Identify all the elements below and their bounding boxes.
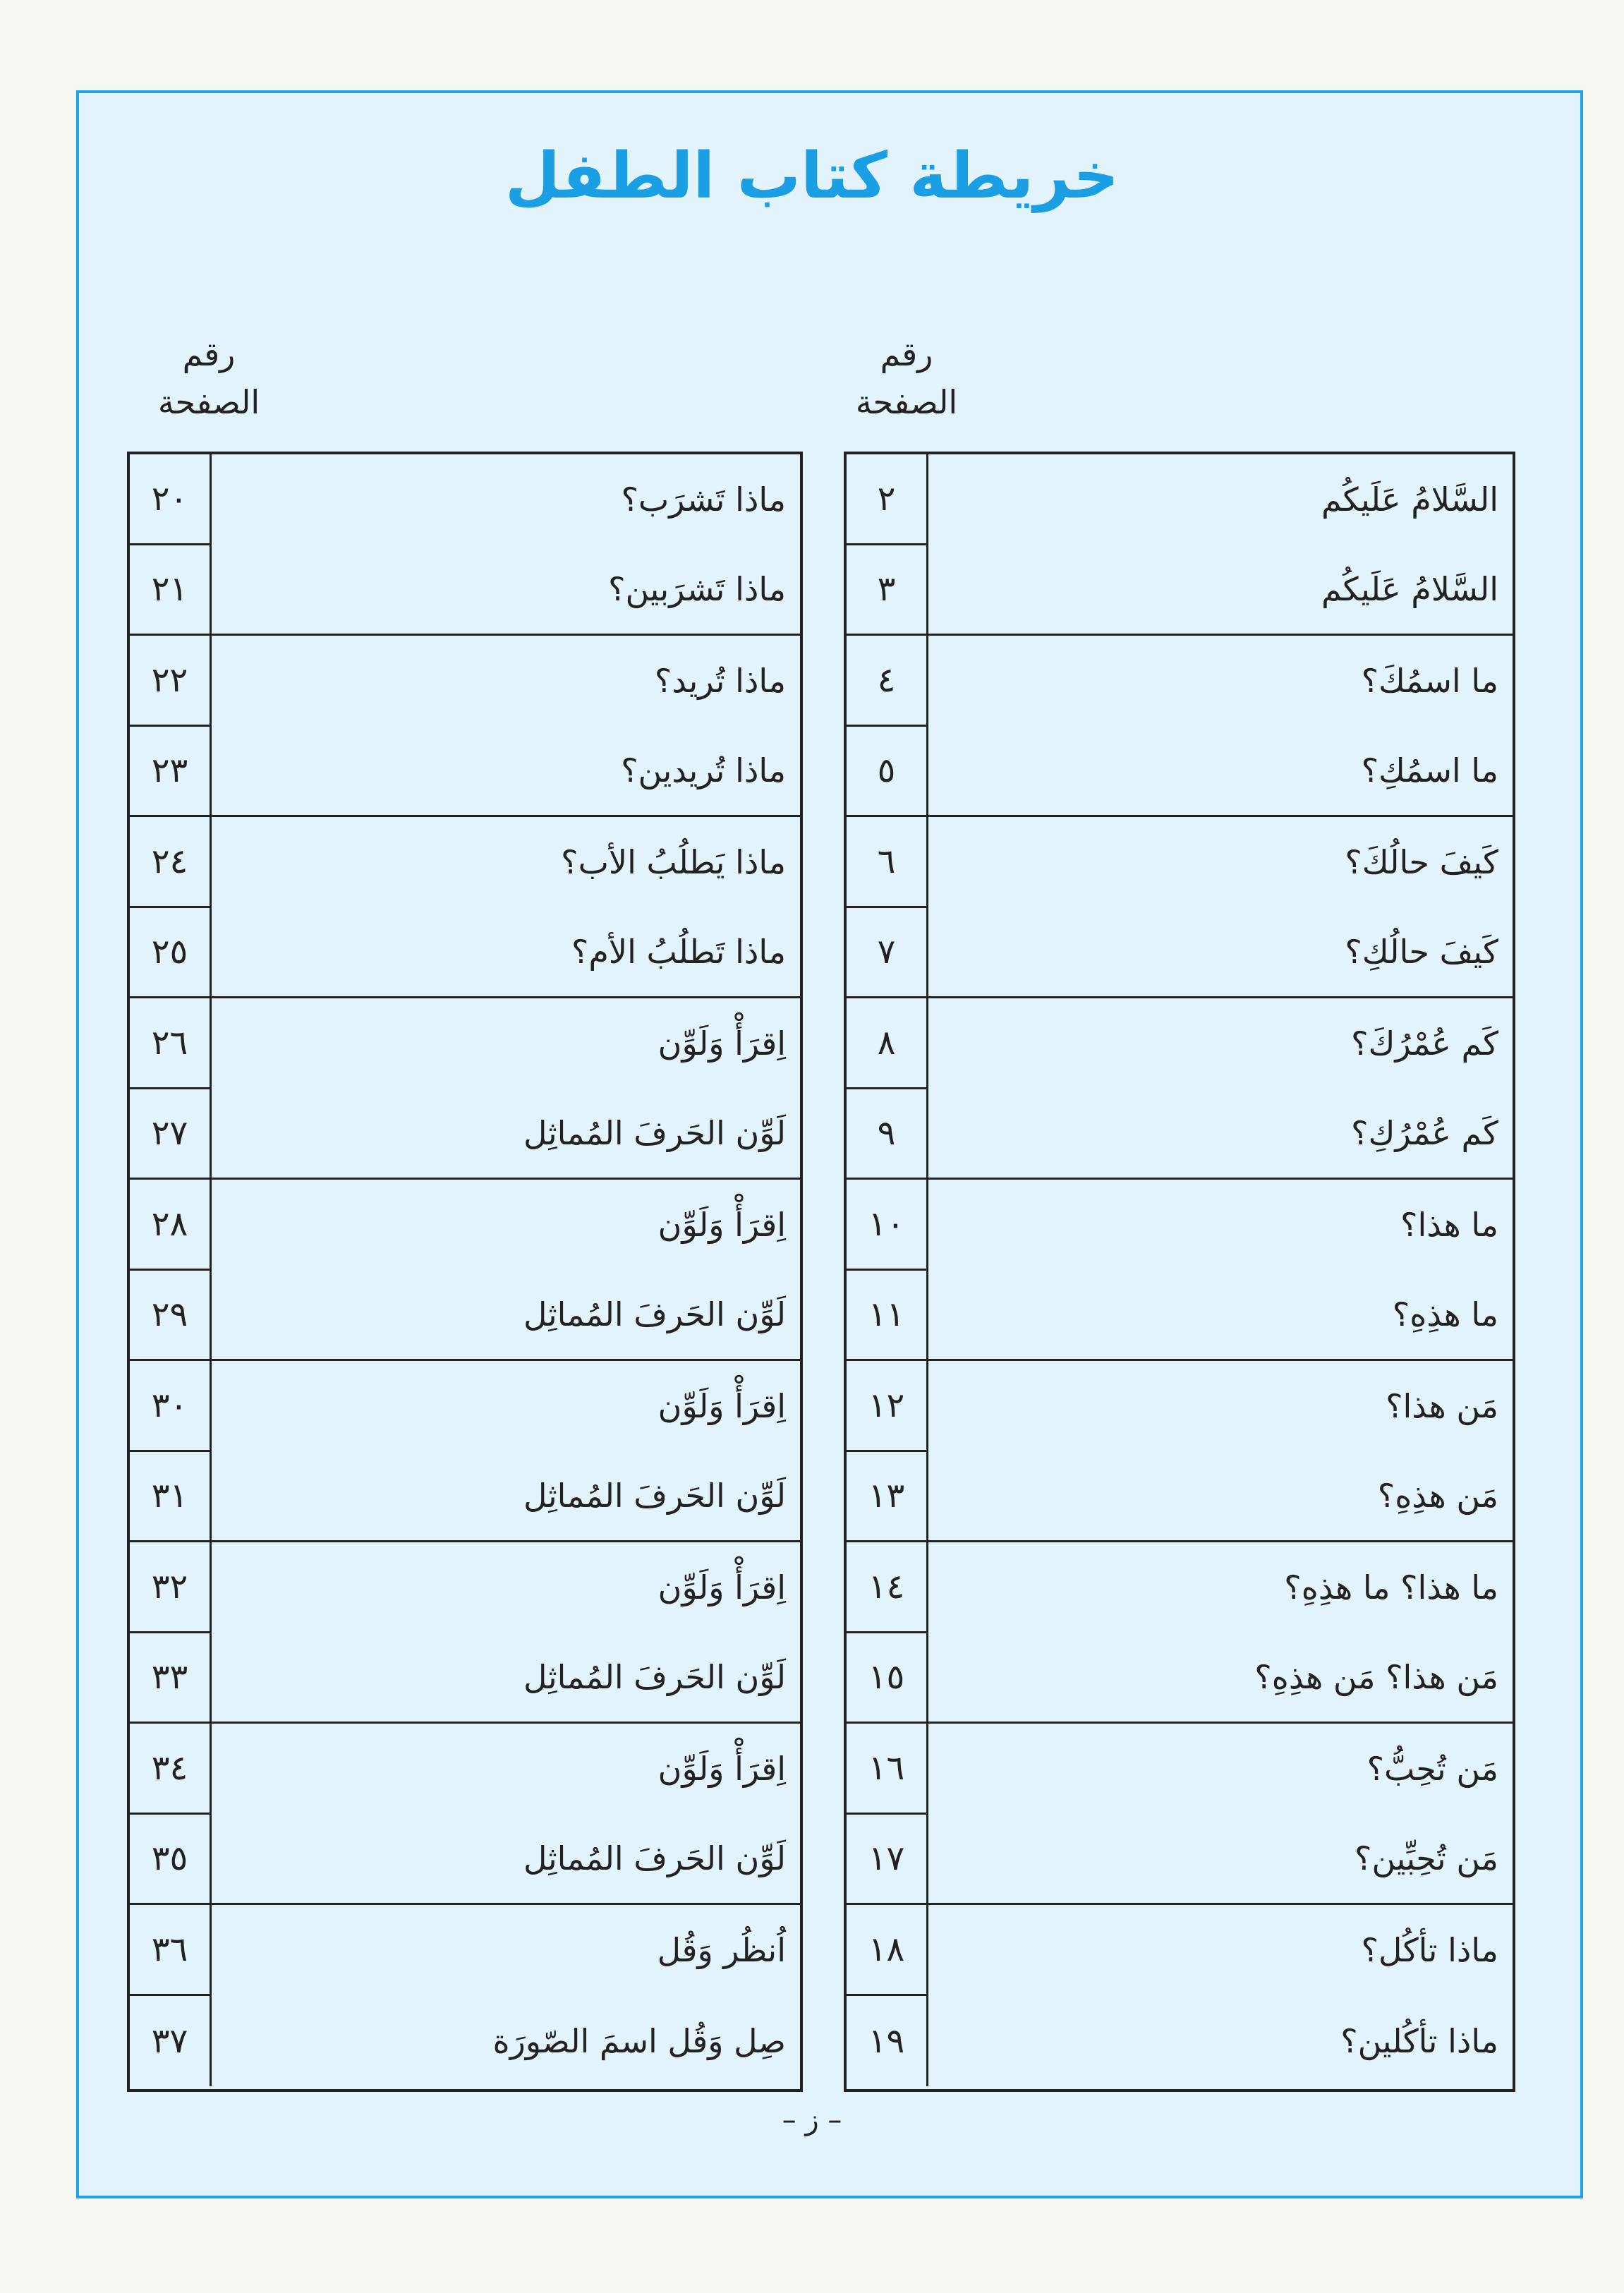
- table-row: [847, 1271, 1513, 1362]
- right-contents-table: [844, 452, 1515, 2092]
- lesson-title-cell: ماذا تأكُلين؟: [1340, 2021, 1498, 2060]
- table-row: [130, 998, 800, 1089]
- table-row: [847, 454, 1513, 545]
- page-number-cell: ٦: [847, 817, 928, 908]
- right-column-header: [836, 330, 977, 426]
- page-number-cell: ١٢: [847, 1361, 928, 1452]
- table-row: [847, 817, 1513, 908]
- table-row: [130, 1180, 800, 1271]
- lesson-title-cell: ما هذِهِ؟: [928, 1271, 1513, 1362]
- table-row: [130, 1361, 800, 1452]
- lesson-title-cell: كَيفَ حالُكِ؟: [928, 908, 1513, 999]
- table-row: [847, 1089, 1513, 1180]
- header-line-1: رقم: [182, 335, 236, 373]
- page-number-cell: ٤: [847, 636, 928, 727]
- table-row: [130, 454, 800, 545]
- table-row: [847, 1815, 1513, 1906]
- page-number-cell: ٣٦: [130, 1905, 212, 1996]
- lesson-title-cell: اِقرَأْ وَلَوِّن: [658, 1387, 786, 1426]
- page-number-cell: ١٩: [847, 1996, 928, 2087]
- table-row: [847, 727, 1513, 818]
- page-number-cell: ٣١: [130, 1452, 212, 1543]
- lesson-title-cell: لَوِّن الحَرفَ المُماثِل: [212, 1815, 800, 1906]
- table-row: [847, 1633, 1513, 1724]
- table-row: [130, 545, 800, 636]
- lesson-title-cell: لَوِّن الحَرفَ المُماثِل: [212, 1089, 800, 1180]
- lesson-title-cell: ماذا تَشرَب؟: [621, 480, 786, 519]
- page-number-cell: ٢١: [130, 545, 212, 636]
- table-row: [130, 1542, 800, 1633]
- lesson-title-cell: لَوِّن الحَرفَ المُماثِل: [212, 1271, 800, 1362]
- left-contents-table: [127, 452, 803, 2092]
- table-row: [130, 817, 800, 908]
- table-row: [847, 636, 1513, 727]
- lesson-title-cell: ما اسمُكَ؟: [1361, 662, 1498, 701]
- lesson-title-cell: ماذا تُريد؟: [654, 662, 786, 701]
- table-row: [847, 1542, 1513, 1633]
- table-row: [130, 1452, 800, 1543]
- lesson-title-cell: مَن هذا؟: [1386, 1387, 1498, 1426]
- lesson-title-cell: لَوِّن الحَرفَ المُماثِل: [212, 1633, 800, 1724]
- table-row: [130, 1724, 800, 1815]
- table-row: [130, 1905, 800, 1996]
- page-number-cell: ٢٣: [130, 727, 212, 818]
- page-number-cell: ٢٤: [130, 817, 212, 908]
- table-row: [130, 1271, 800, 1362]
- lesson-title-cell: اِقرَأْ وَلَوِّن: [658, 1568, 786, 1607]
- page-number-cell: ٧: [847, 908, 928, 999]
- table-row: [847, 1361, 1513, 1452]
- table-row: [130, 1996, 800, 2087]
- page-number-cell: ١٧: [847, 1815, 928, 1906]
- page-number-cell: ٢٠: [130, 454, 212, 545]
- lesson-title-cell: ماذا تُريدين؟: [212, 727, 800, 818]
- page-number-cell: ٢٧: [130, 1089, 212, 1180]
- table-row: [847, 1724, 1513, 1815]
- lesson-title-cell: ماذا تَطلُبُ الأم؟: [212, 908, 800, 999]
- page-number-cell: ٩: [847, 1089, 928, 1180]
- page-number-cell: ١٦: [847, 1724, 928, 1815]
- table-row: [847, 998, 1513, 1089]
- table-row: [847, 545, 1513, 636]
- page-number-cell: ٣٥: [130, 1815, 212, 1906]
- table-row: [847, 1452, 1513, 1543]
- page-number-cell: ٢٩: [130, 1271, 212, 1362]
- page-number-cell: ٣٧: [130, 1996, 212, 2087]
- lesson-title-cell: اِقرَأْ وَلَوِّن: [658, 1206, 786, 1245]
- lesson-title-cell: ماذا يَطلُبُ الأب؟: [561, 843, 786, 882]
- page-title: خريطة كتاب الطفل: [504, 139, 1120, 213]
- lesson-title-cell: مَن تُحِبِّين؟: [928, 1815, 1513, 1906]
- lesson-title-cell: السَّلامُ عَلَيكُم: [1321, 480, 1498, 519]
- lesson-title-cell: مَن هذا؟ مَن هذِهِ؟: [928, 1633, 1513, 1724]
- lesson-title-cell: كَم عُمْرُكَ؟: [1351, 1024, 1498, 1063]
- lesson-title-cell: اُنظُر وَقُل: [657, 1931, 786, 1970]
- page-number-cell: ١٠: [847, 1180, 928, 1271]
- lesson-title-cell: ما اسمُكِ؟: [928, 727, 1513, 818]
- lesson-title-cell: مَن تُحِبُّ؟: [1367, 1750, 1498, 1789]
- page-number-cell: ٣٤: [130, 1724, 212, 1815]
- table-row: [847, 1905, 1513, 1996]
- table-row: [130, 1815, 800, 1906]
- header-line-2: الصفحة: [855, 383, 958, 421]
- page-number-cell: ٨: [847, 998, 928, 1089]
- page-number-cell: ٥: [847, 727, 928, 818]
- page-number-cell: ٣٢: [130, 1542, 212, 1633]
- table-row: [130, 1089, 800, 1180]
- table-row: [130, 727, 800, 818]
- lesson-title-cell: ما هذا؟: [1400, 1206, 1498, 1245]
- page-number-cell: ١٨: [847, 1905, 928, 1996]
- table-row: [847, 908, 1513, 999]
- left-column-header: [138, 330, 279, 426]
- lesson-title-cell: كَيفَ حالُكَ؟: [1345, 843, 1498, 882]
- lesson-title-cell: صِل وَقُل اسمَ الصّورَة: [492, 2021, 786, 2060]
- page-number-cell: ١١: [847, 1271, 928, 1362]
- page-number-cell: ٢٨: [130, 1180, 212, 1271]
- lesson-title-cell: لَوِّن الحَرفَ المُماثِل: [212, 1452, 800, 1543]
- table-row: [130, 1633, 800, 1724]
- lesson-title-cell: ما هذا؟ ما هذِهِ؟: [1284, 1568, 1498, 1607]
- lesson-title-cell: اِقرَأْ وَلَوِّن: [658, 1750, 786, 1789]
- table-row: [130, 908, 800, 999]
- table-row: [847, 1180, 1513, 1271]
- lesson-title-cell: اِقرَأْ وَلَوِّن: [658, 1024, 786, 1063]
- page-number-cell: ٣: [847, 545, 928, 636]
- lesson-title-cell: ماذا تَشرَبين؟: [212, 545, 800, 636]
- page-number-cell: ٢٥: [130, 908, 212, 999]
- page-number-cell: ٣٣: [130, 1633, 212, 1724]
- page-number-cell: ٣٠: [130, 1361, 212, 1452]
- table-row: [130, 636, 800, 727]
- lesson-title-cell: السَّلامُ عَلَيكُم: [928, 545, 1513, 636]
- lesson-title-cell: ماذا تأكُل؟: [1361, 1931, 1498, 1970]
- page-number-footer: – ز –: [782, 2104, 842, 2136]
- page-number-cell: ١٣: [847, 1452, 928, 1543]
- page-number-cell: ٢: [847, 454, 928, 545]
- page-number-cell: ١٤: [847, 1542, 928, 1633]
- page-number-cell: ٢٢: [130, 636, 212, 727]
- table-row: [847, 1996, 1513, 2087]
- page-number-cell: ٢٦: [130, 998, 212, 1089]
- header-line-2: الصفحة: [157, 383, 260, 421]
- lesson-title-cell: كَم عُمْرُكِ؟: [928, 1089, 1513, 1180]
- lesson-title-cell: مَن هذِهِ؟: [928, 1452, 1513, 1543]
- page-number-cell: ١٥: [847, 1633, 928, 1724]
- header-line-1: رقم: [880, 335, 933, 373]
